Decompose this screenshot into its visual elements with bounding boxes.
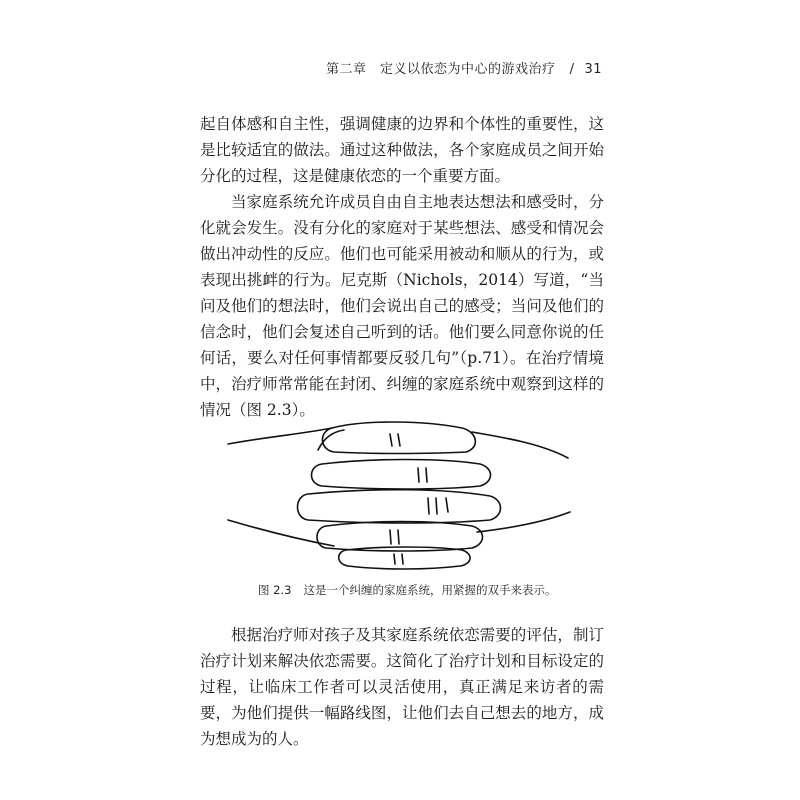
crease-7	[390, 530, 391, 544]
finger-3	[298, 490, 501, 523]
crease-11	[446, 498, 448, 512]
figure-caption-text: 这是一个纠缠的家庭系统，用紧握的双手来表示。	[303, 583, 557, 597]
crease-6	[436, 498, 437, 514]
finger-2	[312, 460, 491, 490]
clasped-hands-icon	[222, 414, 572, 574]
crease-2	[398, 434, 400, 446]
paragraph-2: 当家庭系统允许成员自由自主地表达想法和感受时，分化就会发生。没有分化的家庭对于某些想法、感受和情况会做出冲动性的反应。他们也可能采用被动和顺从的行为，或表现出挑衅的行为。尼克斯（Nichols，2014）写道，“当问及他们的想法时，他们会说出自己的感受；当问及他们的信念时，他们会复述自己听到的话。他们要么同意你说的任何话，要么对任何事情都要反驳几句”（p.71）。在治疗情境中，治疗师常常能在封闭、纠缠的家庭系统中观察到这样的情况（图 2.3）。	[200, 193, 604, 419]
crease-9	[394, 554, 395, 564]
page-number: 31	[584, 62, 602, 77]
paragraph-3: 根据治疗师对孩子及其家庭系统依恋需要的评估，制订治疗计划来解决依恋需要。这简化了治疗计划和目标设定的过程，让临床工作者可以灵活使用，真正满足来访者的需要，为他们提供一幅路线图，让他们去自己想去的地方，成为想成为的人。	[200, 626, 604, 748]
chapter-title: 第二章 定义以依恋为中心的游戏治疗	[326, 62, 556, 77]
crease-3	[418, 468, 419, 482]
crease-4	[426, 468, 427, 482]
figure-label: 图 2.3	[258, 583, 292, 597]
crease-8	[398, 530, 399, 544]
upper-right-arm-line	[472, 432, 568, 458]
crease-5	[428, 498, 429, 514]
paragraph-1: 起自体感和自主性，强调健康的边界和个体性的重要性，这是比较适宜的做法。通过这种做法，各个家庭成员之间开始分化的过程，这是健康依恋的一个重要方面。	[200, 115, 604, 185]
running-header	[326, 58, 602, 77]
header-separator: /	[569, 62, 575, 77]
figure-2-3	[222, 414, 572, 574]
crease-1	[390, 434, 392, 446]
lower-right-arm-line	[477, 512, 570, 532]
figure-caption	[258, 582, 556, 598]
crease-10	[402, 554, 403, 564]
upper-left-arm-line	[228, 428, 332, 444]
